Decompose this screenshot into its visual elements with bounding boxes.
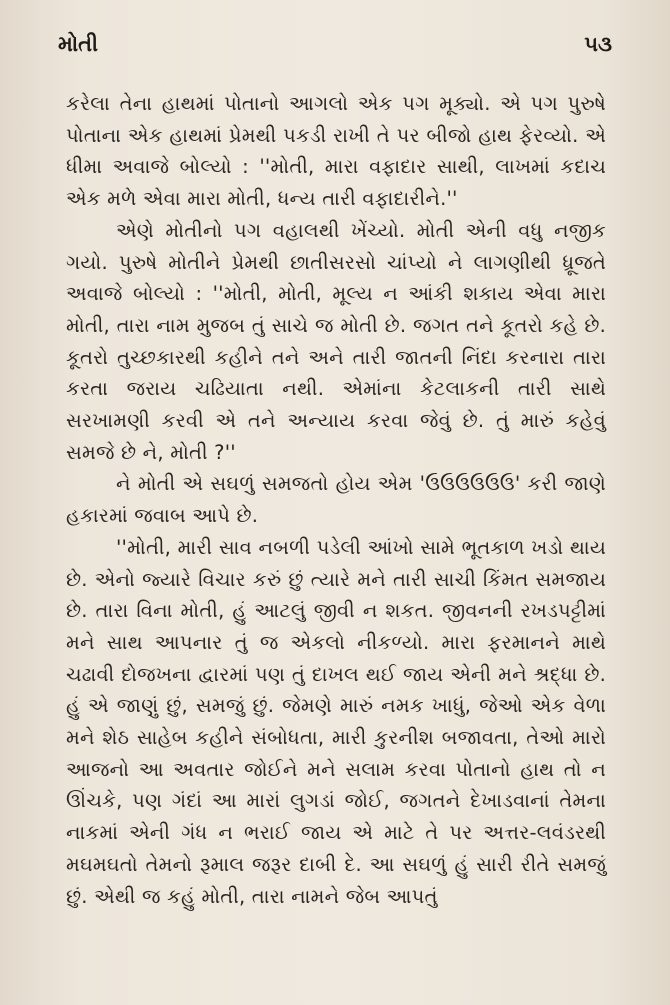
running-head: મોતી (58, 32, 99, 56)
paragraph-1: કરેલા તેના હાથમાં પોતાનો આગલો એક પગ મૂક્યો. એ પગ પુરુષે પોતાના એક હાથમાં પ્રેમથી પકડી રાખી તે પર બીજો હાથ ફેરવ્યો. એ ધીમા અવાજે બોલ્યો : ''મોતી, મારા વફાદાર સાથી, લાખમાં કદાચ એક મળે એવા મારા મોતી, ધન્ય તારી વફાદારીને.'' (66, 92, 606, 211)
page-header (58, 32, 612, 68)
paragraph-4: ''મોતી, મારી સાવ નબળી પડેલી આંખો સામે ભૂતકાળ ખડો થાય છે. એનો જ્યારે વિચાર કરું છું ત્યારે મને તારી સાચી કિંમત સમજાય છે. તારા વિના મોતી, હું આટલું જીવી ન શકત. જીવનની રખડપટ્ટીમાં મને સાથ આપનાર તું જ એકલો નીકળ્યો. મારા ફરમાનને માથે ચઢાવી દોજખના દ્વારમાં પણ તું દાખલ થઈ જાય એની મને શ્રદ્ધા છે. હું એ જાણું છું, સમજું છું. જેમણે મારું નમક ખાધું, જેઓ એક વેળા મને શેઠ સાહેબ કહીને સંબોધતા, મારી કુરનીશ બજાવતા, તેઓ મારો આજનો આ અવતાર જોઈને મને સલામ કરવા પોતાનો હાથ તો ન ઊંચકે, પણ ગંદાં આ મારાં લુગડાં જોઈ, જગતને દેખાડવાનાં તેમના નાકમાં એની ગંધ ન ભરાઈ જાય એ માટે તે પર અત્તર-લવંડરથી મઘમઘતો તેમનો રૂમાલ જરૂર દાબી દે. આ સઘળું હું સારી રીતે સમજું છું. એથી જ કહું મોતી, તારા નામને જેબ આપતું (66, 535, 606, 908)
page-number: ૫૩ (584, 32, 612, 56)
paragraph-2: એણે મોતીનો પગ વહાલથી ખેંચ્યો. મોતી એની વધુ નજીક ગયો. પુરુષે મોતીને પ્રેમથી છાતીસરસો ચાંપ્યો ને લાગણીથી ધ્રૂજતે અવાજે બોલ્યો : ''મોતી, મોતી, મૂલ્ય ન આંકી શકાય એવા મારા મોતી, તારા નામ મુજબ તું સાચે જ મોતી છે. જગત તને કૂતરો કહે છે. કૂતરો તુચ્છકારથી કહીને તને અને તારી જાતની નિંદા કરનારા તારા કરતા જરાય ચઢિયાતા નથી. એમાંના કેટલાકની તારી સાથે સરખામણી કરવી એ તને અન્યાય કરવા જેવું છે. તું મારું કહેવું સમજે છે ને, મોતી ?'' (66, 218, 606, 464)
paragraph-3: ને મોતી એ સઘળું સમજતો હોય એમ 'ઉઉઉઉઉઉ' કરી જાણે હકારમાં જવાબ આપે છે. (66, 472, 606, 528)
body-text (66, 88, 606, 912)
